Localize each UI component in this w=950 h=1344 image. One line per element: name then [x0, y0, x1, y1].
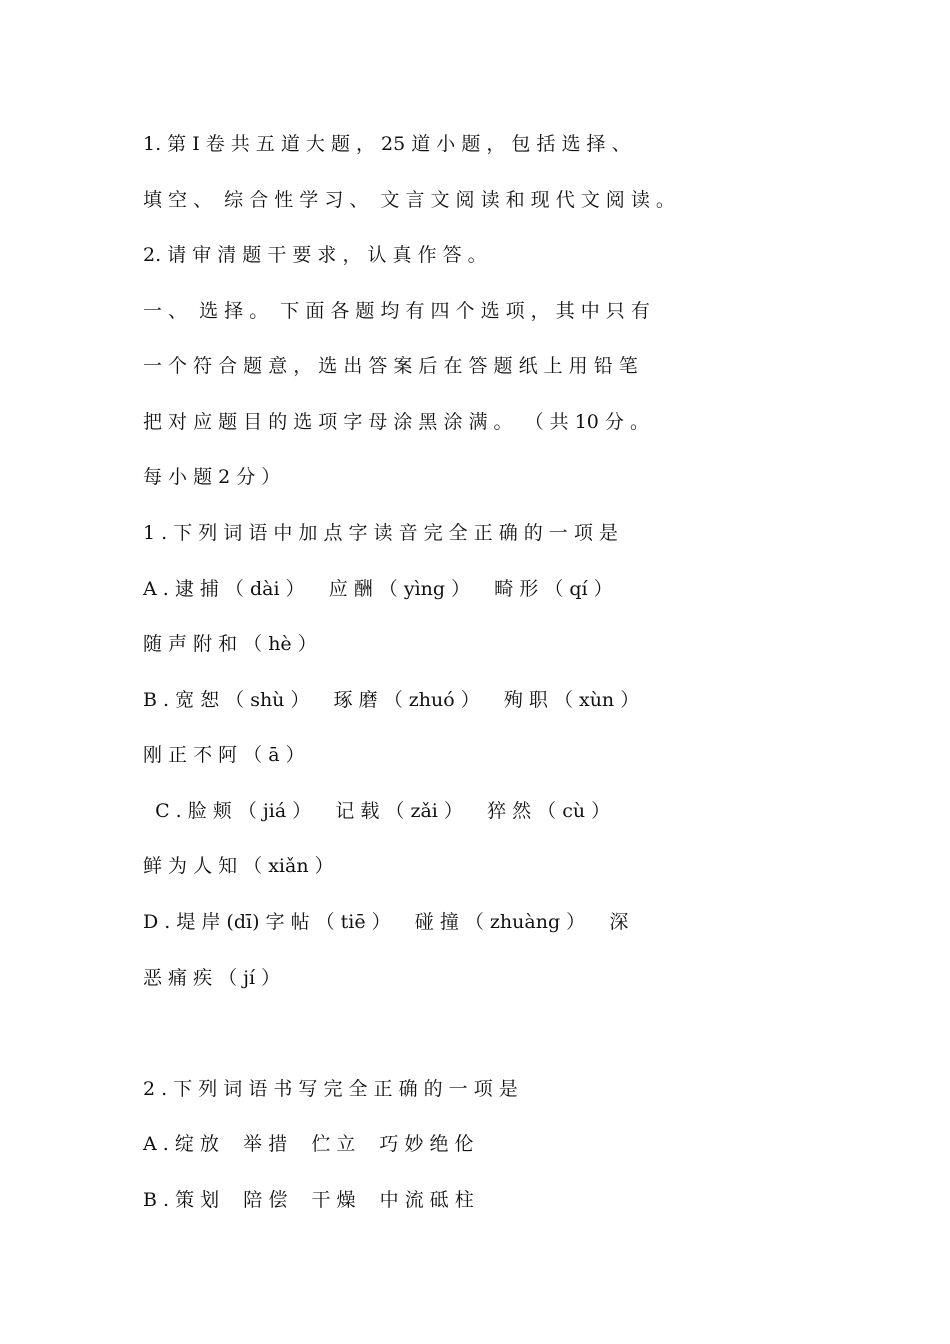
question-1-option-a-cont: 随 声 附 和 （ hè ） — [143, 633, 317, 655]
section-heading-line-2: 一 个 符 合 题 意 ， 选 出 答 案 后 在 答 题 纸 上 用 铅 笔 — [143, 355, 638, 377]
question-1-option-a: A . 逮 捕 （ dài ） 应 酬 （ yìng ） 畸 形 （ qí ） — [143, 578, 613, 600]
question-1-option-d-cont: 恶 痛 疾 （ jí ） — [143, 967, 281, 989]
question-2-option-b: B . 策 划 陪 偿 干 燥 中 流 砥 柱 — [143, 1189, 474, 1211]
section-heading-line-4: 每 小 题 2 分 ） — [143, 466, 281, 488]
section-heading-line-1: 一 、 选 择 。 下 面 各 题 均 有 四 个 选 项 ， 其 中 只 有 — [143, 300, 650, 322]
question-1-stem: 1 . 下 列 词 语 中 加 点 字 读 音 完 全 正 确 的 一 项 是 — [143, 522, 618, 544]
instruction-line-2: 填 空 、 综 合 性 学 习 、 文 言 文 阅 读 和 现 代 文 阅 读 。 — [143, 189, 675, 211]
question-1-option-d: D . 堤 岸 (dī) 字 帖 （ tiē ） 碰 撞 （ zhuàng ） 深 — [143, 911, 629, 933]
question-1-option-b-cont: 刚 正 不 阿 （ ā ） — [143, 744, 305, 766]
question-2-option-a: A . 绽 放 举 措 伫 立 巧 妙 绝 伦 — [143, 1133, 474, 1155]
question-1-option-c-cont: 鲜 为 人 知 （ xiǎn ） — [143, 855, 334, 877]
question-2-stem: 2 . 下 列 词 语 书 写 完 全 正 确 的 一 项 是 — [143, 1078, 518, 1100]
instruction-line-3: 2. 请 审 清 题 干 要 求 ， 认 真 作 答 。 — [143, 244, 487, 266]
section-heading-line-3: 把 对 应 题 目 的 选 项 字 母 涂 黑 涂 满 。 （ 共 10 分 。 — [143, 411, 649, 433]
question-1-option-b: B . 宽 恕 （ shù ） 琢 磨 （ zhuó ） 殉 职 （ xùn ） — [143, 689, 640, 711]
instruction-line-1: 1. 第 Ⅰ 卷 共 五 道 大 题 ， 25 道 小 题 ， 包 括 选 择 、 — [143, 133, 631, 155]
question-1-option-c: C . 脸 颊 （ jiá ） 记 载 （ zǎi ） 猝 然 （ cù ） — [143, 800, 611, 822]
